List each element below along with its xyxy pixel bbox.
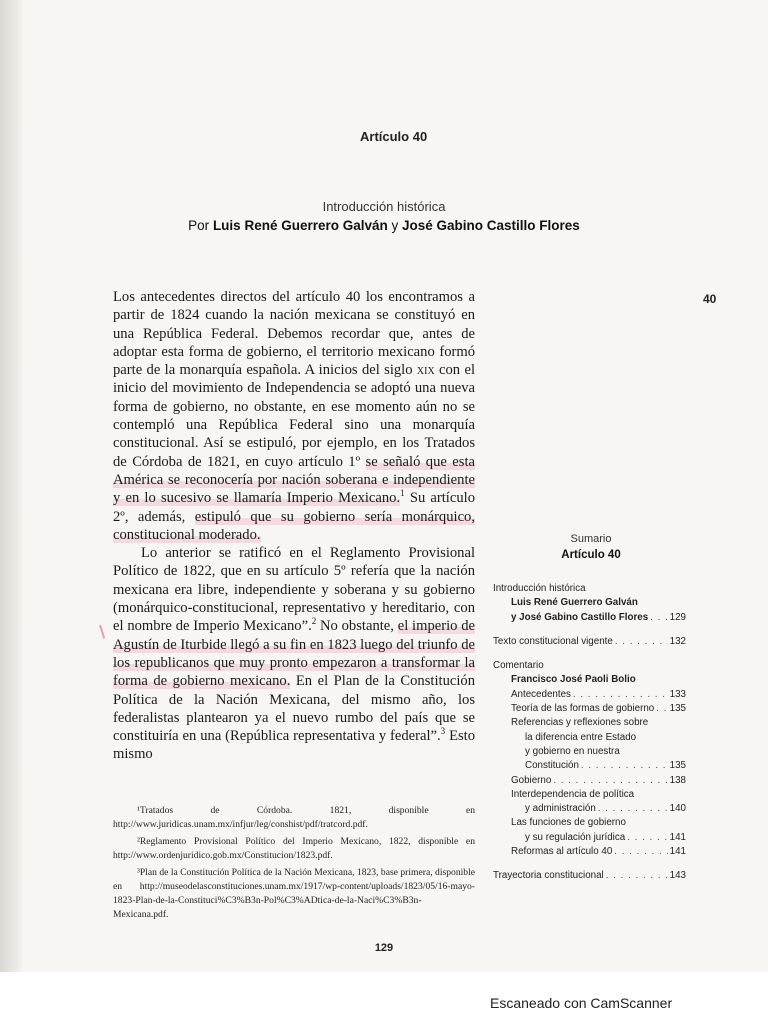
toc-entry[interactable] <box>493 803 686 817</box>
toc-entry-label: y José Gabino Castillo Flores <box>511 611 649 623</box>
toc-entry-page: 135 <box>669 760 686 772</box>
pen-mark <box>99 623 110 638</box>
toc-entry[interactable] <box>493 846 686 860</box>
toc-entry[interactable] <box>493 817 686 831</box>
toc-leader-dots <box>650 612 667 623</box>
toc-entry-page: 132 <box>669 635 686 647</box>
toc-entry-label: Gobierno <box>511 774 552 786</box>
author-1: Luis René Guerrero Galván <box>212 218 388 233</box>
text-run: Su artículo 2º, además, <box>113 490 475 525</box>
footnote-2: ²Reglamento Provisional Político del Imperio Mexicano, 1822, disponible en http://www.ordenjuridico.gob.mx/Constitucion/1823.pdf. <box>113 836 475 861</box>
text-run: No obstante, <box>316 618 398 635</box>
toc-entry-label: Introducción histórica <box>493 583 586 594</box>
toc-leader-dots <box>598 803 668 814</box>
toc-entry-label: Interdependencia de política <box>511 788 635 800</box>
toc-entry[interactable] <box>493 636 686 650</box>
toc-entry[interactable] <box>493 746 686 760</box>
toc-entry-page: 141 <box>669 846 686 858</box>
text-run: Esto mismo <box>113 728 475 763</box>
toc-entry-page: 138 <box>669 774 686 786</box>
byline-conj: y <box>387 218 403 233</box>
toc-entry-page: 143 <box>669 870 686 882</box>
toc-entry[interactable] <box>493 674 686 688</box>
toc-gap <box>493 626 686 636</box>
toc-entry[interactable] <box>493 775 686 789</box>
toc-entry[interactable] <box>493 612 686 626</box>
text-run: Los antecedentes directos del artículo 40 los encontramos a partir de 1824 cuando la nación mexicana se constituyó en una República Federal. Debemos recordar que, antes de adoptar esta forma de gobierno, el territorio mexicano formó parte de la monarquía española. A inicios del siglo <box>113 289 475 379</box>
text-run: En el Plan de la Constitución Política de la Nación Mexicana, del mismo año, los federalistas plantearon ya el nuevo rumbo del país que se constituiría en una (República representativa y federal”. <box>113 673 475 745</box>
sumario-label: Sumario <box>570 533 612 545</box>
page-number: 129 <box>374 942 394 954</box>
byline-prefix: Por <box>188 218 213 233</box>
toc-leader-dots <box>606 870 668 881</box>
footnote-ref[interactable]: 3 <box>440 726 446 737</box>
toc-leader-dots <box>614 846 667 857</box>
article-title: Artículo 40 <box>360 129 428 144</box>
paragraph-1 <box>113 288 475 544</box>
margin-article-number: 40 <box>703 292 717 306</box>
century-numeral: xix <box>416 362 435 379</box>
highlighted-text: estipuló que su gobierno sería monárquico, constitucional moderado. <box>113 508 475 543</box>
toc-entry-label: Comentario <box>493 660 544 672</box>
toc-entry[interactable] <box>493 583 686 597</box>
toc-entry-label: y su regulación jurídica <box>525 831 626 843</box>
toc-gap <box>493 860 686 870</box>
toc-entry-label: Antecedentes <box>511 688 571 700</box>
toc-entry-label: Constitución <box>525 760 579 772</box>
byline <box>0 218 768 233</box>
toc-entry[interactable] <box>493 732 686 746</box>
footnote-3: ³Plan de la Constitución Política de la Nación Mexicana, 1823, base primera, disponible en http://museodelasconstituciones.unam.mx/1917/wp-content/uploads/1823/05/16-mayo-1823-Plan-de-la-Constituci%C3%B3n-Pol%C3%ADtica-de-la-Naci%C3%B3n-Mexicana.pdf. <box>113 867 475 920</box>
toc-entry-label: Trayectoria constitucional <box>493 870 604 882</box>
paragraph-2 <box>113 544 475 764</box>
toc-entry-label: Referencias y reflexiones sobre <box>511 717 649 729</box>
toc-entry[interactable] <box>493 870 686 884</box>
toc-entry[interactable] <box>493 832 686 846</box>
sumario-title: Artículo 40 <box>561 549 621 561</box>
toc-entry-page: 141 <box>669 831 686 843</box>
toc-entry-page: 133 <box>669 688 686 700</box>
toc-leader-dots <box>581 760 668 771</box>
toc-gap <box>493 650 686 660</box>
toc-entry[interactable] <box>493 660 686 674</box>
toc-entry-page: 135 <box>669 703 686 715</box>
toc-leader-dots <box>627 832 667 843</box>
toc-entry-page: 129 <box>669 611 686 623</box>
page-edge-shadow <box>0 0 22 972</box>
author-2: José Gabino Castillo Flores <box>402 218 580 233</box>
toc-entry-label: la diferencia entre Estado <box>525 731 637 743</box>
footnote-ref[interactable]: 2 <box>311 616 317 627</box>
toc-entry[interactable] <box>493 717 686 731</box>
table-of-contents <box>493 583 686 885</box>
highlighted-text: se señaló que esta América se reconocería por nación soberana e independiente y en lo sucesivo se llamaría Imperio Mexicano. <box>113 453 475 507</box>
footnotes <box>113 804 475 925</box>
camscanner-watermark: Escaneado con CamScanner <box>490 995 673 1011</box>
toc-entry[interactable] <box>493 703 686 717</box>
text-run: con el inicio del movimiento de Independencia se adoptó una nueva forma de gobierno, no obstante, en ese momento aún no se contempló una República Federal sino una monarquía constitucional. Así se estipuló, por ejemplo, en los Tratados de Córdoba de 1821, en cuyo artículo 1º <box>113 362 475 470</box>
footnote-ref[interactable]: 1 <box>400 488 405 499</box>
footnote-1: ¹Tratados de Córdoba. 1821, disponible en http://www.juridicas.unam.mx/infjur/leg/conshist/pdf/tratcord.pdf. <box>113 805 475 830</box>
toc-entry-label: y gobierno en nuestra <box>525 745 620 757</box>
highlighted-text: el imperio de Agustín de Iturbide llegó a su fin en 1823 luego del triunfo de los republicanos que muy pronto empezaron a transformar la forma de gobierno mexicano. <box>113 618 475 690</box>
text-run: Lo anterior se ratificó en el Reglamento Provisional Político de 1822, que en su artículo 5º refería que la nación mexicana era libre, independiente y soberana y su gobierno (monárquico-constitucional, representativo y hereditario, con el nombre de Imperio Mexicano”. <box>113 545 475 635</box>
toc-entry[interactable] <box>493 789 686 803</box>
intro-label: Introducción histórica <box>322 199 446 214</box>
toc-entry-label: Las funciones de gobierno <box>511 817 626 829</box>
body-text <box>113 288 475 788</box>
toc-entry[interactable] <box>493 597 686 611</box>
toc-entry-label: y administración <box>525 803 596 815</box>
toc-leader-dots <box>553 775 667 786</box>
toc-leader-dots <box>573 689 668 700</box>
toc-entry-label: Luis René Guerrero Galván <box>511 597 638 609</box>
toc-entry-page: 140 <box>669 803 686 815</box>
toc-entry-label: Francisco José Paoli Bolio <box>511 674 636 686</box>
toc-entry[interactable] <box>493 760 686 774</box>
toc-entry-label: Reformas al artículo 40 <box>511 846 613 858</box>
toc-leader-dots <box>615 636 668 647</box>
toc-entry-label: Teoría de las formas de gobierno <box>511 703 655 715</box>
toc-leader-dots <box>656 703 667 714</box>
toc-entry[interactable] <box>493 689 686 703</box>
toc-entry-label: Texto constitucional vigente <box>493 635 613 647</box>
